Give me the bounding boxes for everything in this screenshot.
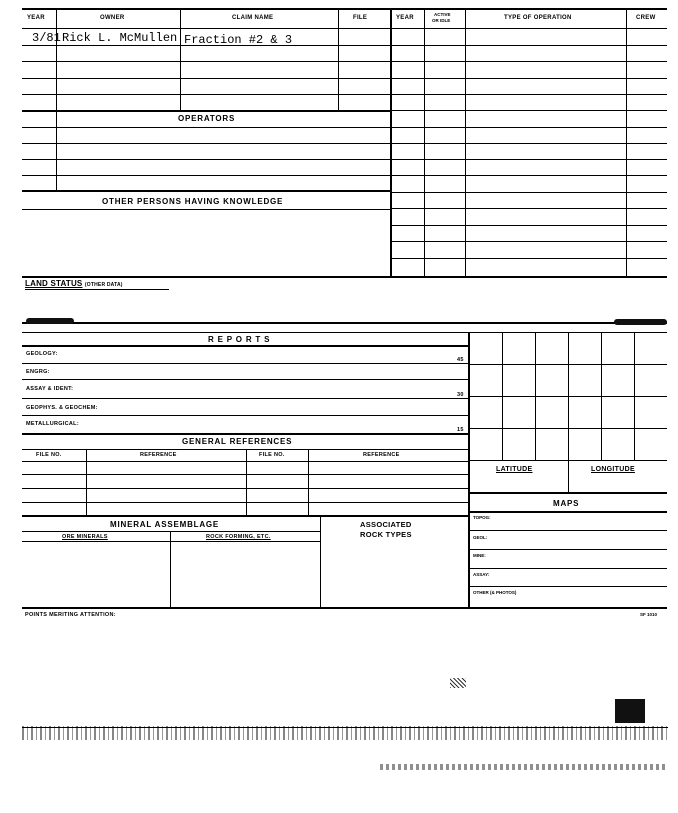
report-num-30: 30 bbox=[457, 392, 464, 398]
col-crew: CREW bbox=[636, 15, 656, 21]
report-engrg: ENGRG: bbox=[26, 369, 50, 375]
section-mineral-assemblage: MINERAL ASSEMBLAGE bbox=[110, 520, 220, 529]
longitude-label: LONGITUDE bbox=[591, 466, 635, 473]
rock-forming: ROCK FORMING, ETC. bbox=[206, 534, 271, 540]
land-status-label: LAND STATUS bbox=[25, 279, 83, 288]
col-year-2: YEAR bbox=[396, 15, 414, 21]
scan-speck bbox=[450, 678, 466, 688]
section-general-references: GENERAL REFERENCES bbox=[182, 437, 293, 446]
col-or-idle: OR IDLE bbox=[432, 18, 451, 23]
report-metallurgical: METALLURGICAL: bbox=[26, 421, 79, 427]
latitude-label: LATITUDE bbox=[496, 466, 533, 473]
report-assay: ASSAY & IDENT: bbox=[26, 386, 74, 392]
ref-reference-1: REFERENCE bbox=[140, 452, 177, 458]
scan-smudge-right bbox=[614, 319, 667, 325]
entry-claim-name: Fraction #2 & 3 bbox=[184, 33, 293, 47]
map-geol: GEOL: bbox=[473, 535, 488, 540]
map-assay: ASSAY: bbox=[473, 572, 490, 577]
entry-owner: Rick L. McMullen bbox=[62, 31, 178, 45]
scan-noise-band-2 bbox=[380, 764, 668, 770]
col-active: ACTIVE bbox=[434, 12, 451, 17]
map-topog: TOPOG: bbox=[473, 515, 491, 520]
section-operators: OPERATORS bbox=[178, 114, 236, 123]
ref-reference-2: REFERENCE bbox=[363, 452, 400, 458]
report-num-15: 15 bbox=[457, 427, 464, 433]
report-num-45: 45 bbox=[457, 357, 464, 363]
scan-blot bbox=[615, 699, 645, 723]
scan-smudge-left bbox=[26, 318, 74, 324]
land-status-heading bbox=[25, 279, 123, 288]
ref-file-no-1: FILE NO. bbox=[36, 452, 62, 458]
report-geophys: GEOPHYS. & GEOCHEM: bbox=[26, 405, 98, 411]
section-other-persons: OTHER PERSONS HAVING KNOWLEDGE bbox=[102, 197, 284, 206]
entry-year: 3/81 bbox=[32, 31, 61, 45]
points-meriting-attention: POINTS MERITING ATTENTION: bbox=[25, 612, 116, 618]
associated-line-2: ROCK TYPES bbox=[360, 530, 412, 539]
col-type-of-operation: TYPE OF OPERATION bbox=[504, 15, 572, 21]
report-geology: GEOLOGY: bbox=[26, 351, 58, 357]
map-other: OTHER (& PHOTOS) bbox=[473, 590, 517, 595]
col-owner: OWNER bbox=[100, 15, 125, 21]
section-reports: R E P O R T S bbox=[208, 335, 271, 344]
form-code: SF 1010 bbox=[640, 612, 658, 617]
land-status-note: (OTHER DATA) bbox=[84, 282, 123, 288]
scan-noise-band bbox=[22, 726, 668, 740]
section-maps: MAPS bbox=[553, 499, 580, 508]
col-file: FILE bbox=[353, 15, 368, 21]
associated-line-1: ASSOCIATED bbox=[360, 520, 412, 529]
col-claim-name: CLAIM NAME bbox=[232, 15, 274, 21]
ref-file-no-2: FILE NO. bbox=[259, 452, 285, 458]
ore-minerals: ORE MINERALS bbox=[62, 534, 108, 540]
map-mine: MINE: bbox=[473, 553, 486, 558]
col-year: YEAR bbox=[27, 15, 45, 21]
